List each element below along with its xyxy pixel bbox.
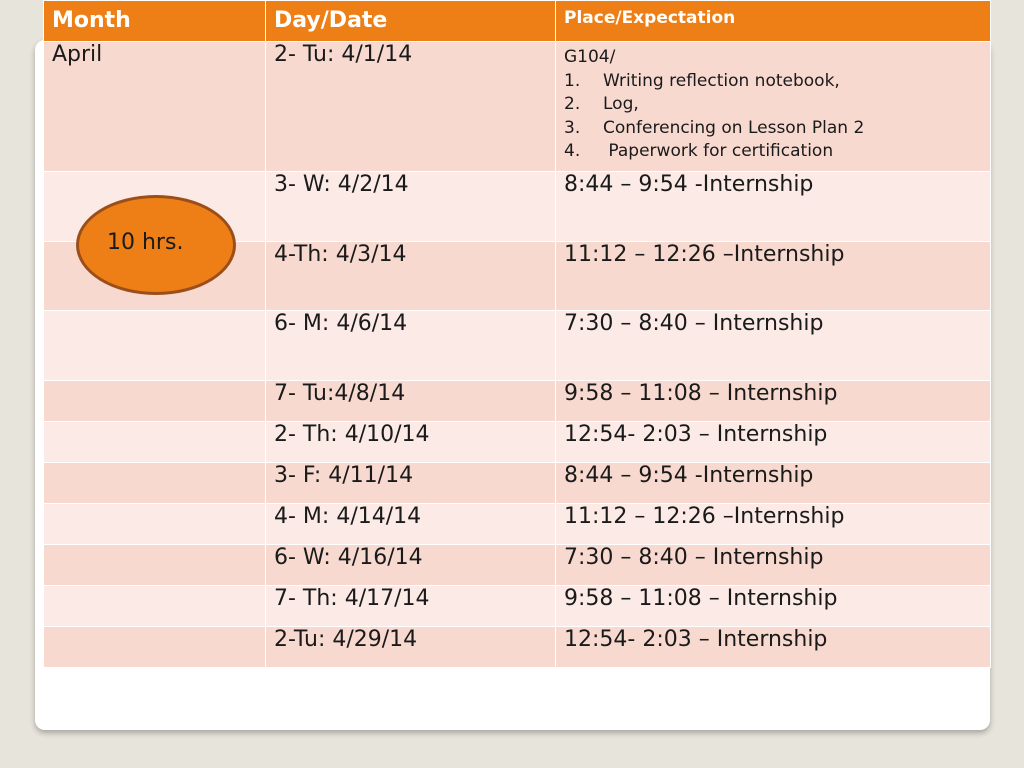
day-date-cell: 4-Th: 4/3/14	[266, 242, 556, 311]
month-cell	[44, 586, 266, 627]
table-row	[44, 586, 991, 627]
place-cell: 11:12 – 12:26 –Internship	[556, 504, 991, 545]
hours-badge-label: 10 hrs.	[107, 230, 184, 255]
day-date-cell: 3- W: 4/2/14	[266, 172, 556, 242]
hours-badge	[76, 195, 236, 295]
day-date-cell: 2- Tu: 4/1/14	[266, 42, 556, 172]
list-item: 2. Log,	[564, 94, 639, 114]
list-item: 1. Writing reflection notebook,	[564, 70, 840, 91]
month-header: Month	[44, 1, 266, 42]
place-cell: 12:54- 2:03 – Internship	[556, 422, 991, 463]
place-cell: 7:30 – 8:40 – Internship	[556, 311, 991, 381]
list-item: 3. Conferencing on Lesson Plan 2	[564, 117, 865, 138]
place-cell: 8:44 – 9:54 -Internship	[556, 172, 991, 242]
place-cell: 8:44 – 9:54 -Internship	[556, 463, 991, 504]
month-cell	[44, 504, 266, 545]
day-date-cell: 6- W: 4/16/14	[266, 545, 556, 586]
month-cell	[44, 545, 266, 586]
expectation-list	[564, 70, 990, 164]
day-date-cell: 2- Th: 4/10/14	[266, 422, 556, 463]
table-row	[44, 504, 991, 545]
table-row	[44, 381, 991, 422]
place-cell: 7:30 – 8:40 – Internship	[556, 545, 991, 586]
header-row	[44, 1, 991, 42]
place-cell	[556, 42, 991, 172]
table-row	[44, 422, 991, 463]
month-cell	[44, 463, 266, 504]
place-cell: 9:58 – 11:08 – Internship	[556, 381, 991, 422]
table-row	[44, 545, 991, 586]
month-cell	[44, 422, 266, 463]
table-row	[44, 463, 991, 504]
month-cell: April	[44, 42, 266, 172]
month-cell	[44, 381, 266, 422]
schedule-table	[43, 0, 991, 668]
table-row	[44, 627, 991, 668]
place-cell: 11:12 – 12:26 –Internship	[556, 242, 991, 311]
day-date-cell: 7- Th: 4/17/14	[266, 586, 556, 627]
month-cell	[44, 627, 266, 668]
day-date-cell: 4- M: 4/14/14	[266, 504, 556, 545]
place-header: Place/Expectation	[556, 1, 991, 42]
place-title: G104/	[564, 47, 616, 67]
day-date-header: Day/Date	[266, 1, 556, 42]
day-date-cell: 6- M: 4/6/14	[266, 311, 556, 381]
day-date-cell: 3- F: 4/11/14	[266, 463, 556, 504]
place-cell: 12:54- 2:03 – Internship	[556, 627, 991, 668]
table-row	[44, 311, 991, 381]
table-row	[44, 42, 991, 172]
day-date-cell: 2-Tu: 4/29/14	[266, 627, 556, 668]
day-date-cell: 7- Tu:4/8/14	[266, 381, 556, 422]
place-cell: 9:58 – 11:08 – Internship	[556, 586, 991, 627]
list-item: 4. Paperwork for certification	[564, 141, 834, 161]
month-cell	[44, 311, 266, 381]
